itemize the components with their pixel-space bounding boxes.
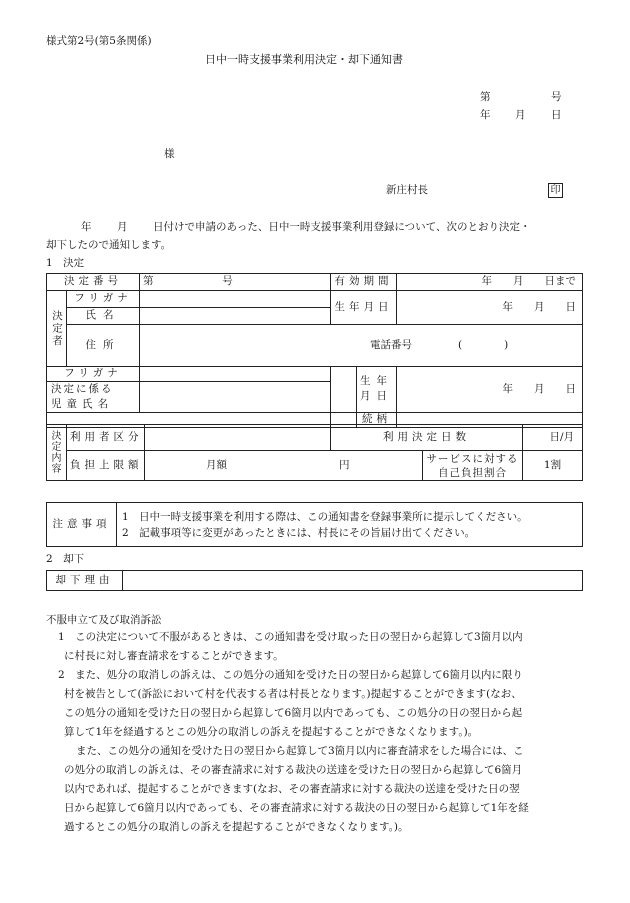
- birth-value: 年 月 日: [397, 291, 583, 325]
- notes-label: 注意事項: [47, 503, 117, 547]
- form-number: 様式第2号(第5条関係): [46, 35, 152, 47]
- intro-tsuki: 月: [117, 221, 128, 233]
- appeal-paragraph-2: 2 また、処分の取消しの訴えは、この処分の通知を受けた日の翌日から起算して6箇月以内に限り 村を被告として(訴訟において村を代表する者は村長となります。)提起することができます(なお、 この処分の通知を受けた日の翌日から起算して6箇月以内であっても、この処分の日の翌日から起 算して1年を経過するとこの処分の取消しの訴えを提起することができなくなります。)。: [58, 669, 523, 738]
- child-furigana-value: [140, 366, 331, 381]
- child-birth-label: 生年 月日: [357, 366, 397, 412]
- service-ratio-value: 1割: [523, 451, 583, 481]
- notes-item-2: 2 記載事項等に変更があったときには、村長にその旨届け出てください。: [122, 526, 476, 539]
- name-label: 氏名: [67, 308, 140, 325]
- decision-no-cell: [140, 274, 331, 291]
- rejection-reason-label: 却下理由: [47, 571, 123, 591]
- phone-parens: ( ): [458, 338, 509, 351]
- appeal-heading: 不服申立て及び取消訴訟: [46, 614, 162, 626]
- section2-heading: 2 却下: [46, 553, 85, 565]
- appeal-paragraph-1: 1 この決定について不服があるときは、この通知書を受け取った日の翌日から起算して3箇月以内 に村長に対し審査請求をすることができます。: [58, 631, 523, 662]
- child-name-label: 決定に係る 児童氏名: [47, 381, 140, 412]
- child-birth-value: 年 月 日: [397, 366, 583, 412]
- relation-label: 続柄: [357, 412, 397, 427]
- furigana-label: フリガナ: [67, 291, 140, 308]
- furigana-value: [140, 291, 331, 308]
- rejection-table: [46, 570, 583, 591]
- intro-line2: 却下したので通知します。: [46, 239, 172, 251]
- decision-no-dai: 第: [143, 275, 154, 288]
- child-furigana-label: フリガナ: [47, 366, 140, 381]
- yen-label: 円: [339, 458, 350, 471]
- ref-dai: 第: [480, 91, 491, 103]
- intro-line1: 日付けで申請のあった、日中一時支援事業利用登録について、次のとおり決定・: [153, 221, 531, 233]
- limit-label: 負担上限額: [67, 451, 145, 481]
- user-category-value: [145, 425, 331, 451]
- appeal-paragraph-3: また、この処分の通知を受けた日の翌日から起算して3箇月以内に審査請求をした場合には、こ の処分の取消しの訴えは、その審査請求に対する裁決の送達を受けた日の翌日から起算して6箇月 以内であれば、提起することができます(なお、その審査請求に対する裁決の送達を受けた日の翌 日から起算して6箇月以内であっても、その審査請求に対する裁決の日の翌日から起算して1年を経 過するとこの処分の取消しの訴えを提起することができなくなります。)。: [64, 745, 529, 833]
- notes-item-1: 1 日中一時支援事業を利用する際は、この通知書を登録事業所に提示してください。: [122, 510, 528, 523]
- decision-no-go: 号: [222, 275, 233, 288]
- child-blank: [331, 366, 357, 412]
- validity-label: 有効期間: [331, 274, 397, 291]
- usage-days-label: 利用決定日数: [331, 425, 523, 451]
- document-title: 日中一時支援事業利用決定・却下通知書: [205, 53, 403, 66]
- service-ratio-label: サービスに対する 自己負担割合: [423, 451, 523, 481]
- birth-label: 生年月日: [331, 291, 397, 325]
- rejection-reason-value: [123, 571, 583, 591]
- notes-table: [46, 502, 583, 547]
- usage-days-value: 日/月: [523, 425, 583, 451]
- ref-go: 号: [551, 91, 562, 103]
- issuer-name: 新庄村長: [386, 184, 428, 196]
- address-value: [140, 325, 583, 367]
- date-tsuki: 月: [515, 109, 526, 121]
- name-value: [140, 308, 331, 325]
- limit-value: [145, 451, 423, 481]
- section1-heading: 1 決定: [46, 257, 85, 269]
- date-nen: 年: [480, 109, 491, 121]
- decision-content-table: [46, 424, 583, 481]
- child-name-value: [140, 381, 331, 412]
- decision-table: [46, 273, 583, 428]
- date-hi: 日: [551, 109, 562, 121]
- user-category-label: 利用者区分: [67, 425, 145, 451]
- monthly-label: 月額: [206, 458, 227, 471]
- decider-vertical-label: 決定者: [47, 291, 67, 367]
- decision-no-label: 決定番号: [47, 274, 140, 291]
- address-label: 住所: [67, 325, 140, 367]
- phone-label: 電話番号: [370, 338, 413, 351]
- decision-content-vertical: 決定内容: [47, 425, 67, 481]
- intro-nen: 年: [81, 221, 92, 233]
- recipient-sama: 様: [164, 148, 175, 160]
- seal-mark: 印: [548, 183, 563, 198]
- validity-value: 年 月 日まで: [397, 274, 583, 291]
- notes-content: [117, 503, 583, 547]
